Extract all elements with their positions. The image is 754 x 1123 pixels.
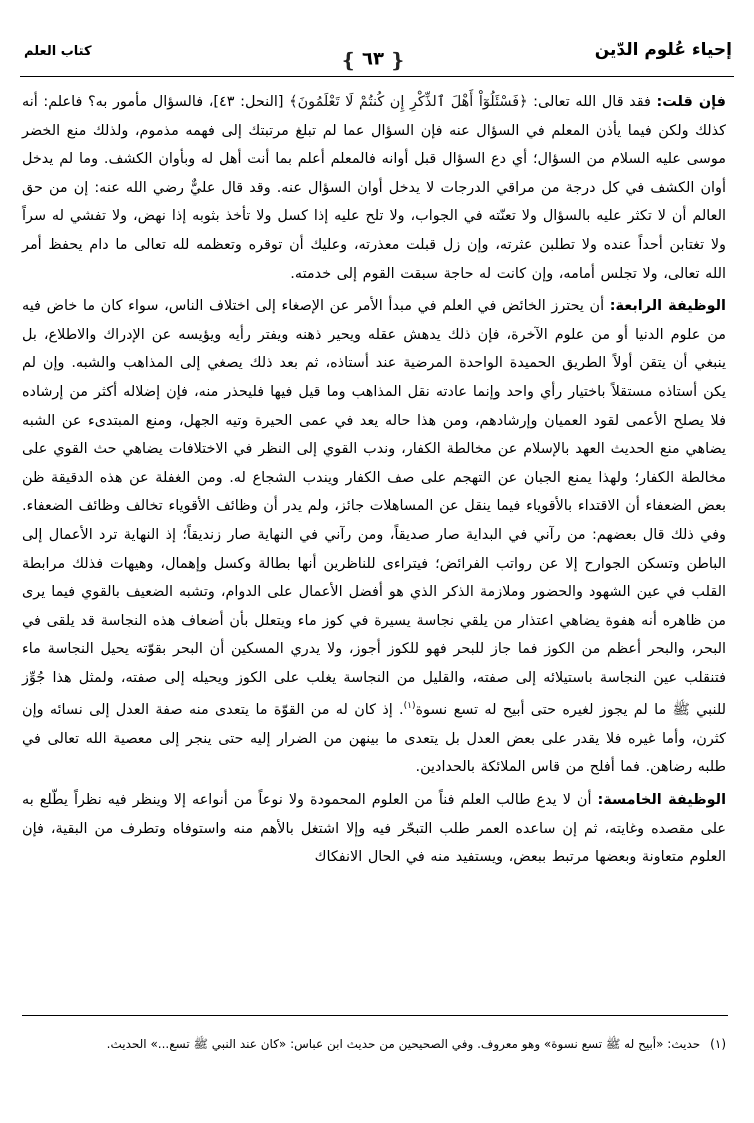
paragraph-text: . إذ كان له من القوّة ما يتعدى منه صفة العدل إلى نسائه وإن كثرن، وأما غيره فلا يقدر على بعض العدل بل يتعدى ما بينهن من الضرار إليه حتى ينجر إلى معصية الله تعالى في طلبه رضاهن. فما أفلح من قاس الملائكة بالحدادين. bbox=[22, 702, 726, 776]
footnote-divider bbox=[22, 1015, 728, 1016]
paragraph-text: أن يحترز الخائض في العلم في مبدأ الأمر عن الإصغاء إلى اختلاف الناس، سواء كان ما خاض فيه من علوم الدنيا أو من علوم الآخرة، فإن ذلك يدهش عقله ويحير ذهنه ويفتر رأيه ويؤيسه عن الإدراك والاطلاع، بل ينبغي أن يتقن أولاً الطريق الحميدة الواحدة المرضية عند أستاذه، ثم بعد ذلك يصغي إلى المذاهب والشبه. وإن لم يكن أستاذه مستقلاً باختيار رأي واحد وإنما عادته نقل المذاهب وما قيل فيها فليحذر منه، فإن إضلاله أكثر من إرشاده فلا يصلح الأعمى لقود العميان وإرشادهم، ومن هذا حاله يعد في عمى الحيرة وتيه الجهل، ومنع المبتدىء عن الشبه يضاهي منع الحديث العهد بالإسلام عن مخالطة الكفار، وندب القوي إلى النظر في الاختلافات يضاهي حث القوي على مخالطة الكفار؛ ولهذا يمنع الجبان عن التهجم على صف الكفار ويندب الشجاع له. ومن الغفلة عن هذه الدقيقة ظن بعض الضعفاء أن الاقتداء بالأقوياء فيما ينقل عن المساهلات جائز، ولم يدر أن وظائف الأقوياء تخالف وظائف الضعفاء. وفي ذلك قال بعضهم: من رآني في البداية صار صديقاً، ومن رآني في النهاية صار زنديقاً؛ إذ النهاية ترد الأعمال إلى الباطن وتسكن الجوارح إلا عن رواتب الفرائض؛ فيتراءى للناظرين أنها بطالة وكسل وإهمال، وهيهات فذلك مرابطة القلب في عين الشهود والحضور وملازمة الذكر الذي هو أفضل الأعمال على الدوام، وتشبه الضعيف بالقوي فيما يرى من ظاهره أنه هفوة يضاهي اعتذار من يلقي نجاسة يسيرة في كوز ماء ويتعلل بأن أضعاف هذه النجاسة قد يلقى في البحر، والبحر أعظم من الكوز فما جاز للبحر فهو للكوز أجوز، ولا يدري المسكين أن البحر بقوّته يحيل النجاسة ماء فتنقلب عين النجاسة باستيلائه إلى صفته، والقليل من النجاسة يغلب على الكوز ويحيله إلى صفته، ولمثل هذا جُوِّز للنبي ﷺ ما لم يجوز لغيره حتى أبيح له تسع نسوة bbox=[22, 298, 726, 719]
page-number-box bbox=[328, 48, 418, 72]
ornament-bracket-right-icon: ❵ bbox=[389, 48, 406, 72]
paragraph-lead: الوظيفة الرابعة: bbox=[609, 298, 726, 315]
page-header bbox=[18, 14, 736, 74]
footnote-ref[interactable]: (١) bbox=[403, 701, 416, 712]
page-number: ٦٣ bbox=[362, 48, 384, 70]
footnote-number: (١) bbox=[710, 1037, 726, 1051]
main-text bbox=[22, 88, 726, 872]
header-divider bbox=[20, 76, 734, 77]
paragraph-text: [النحل: ٤٣]، فالسؤال مأمور به؟ فاعلم: أنه كذلك ولكن فيما يأذن المعلم في السؤال عنه فإن السؤال عما لم تبلغ مرتبتك إلى فهمه مذموم، ولذلك منع الخضر موسى عليه السلام من السؤال؛ أي دع السؤال قبل أوانه فالمعلم أعلم بما أنت أهل له وبأوان الكشف. وما لم يدخل أوان الكشف في كل درجة من مراقي الدرجات لا يدخل أوان السؤال عنه. وقد قال عليٌّ رضي الله عنه: إن من حق العالم أن لا تكثر عليه بالسؤال ولا تعنّته في الجواب، ولا تلح عليه إذا كسل ولا تأخذ بثوبه إذا نهض، ولا تفشي له سراً ولا تغتابن أحداً عنده ولا تطلبن عثرته، وإن زل قبلت معذرته، وعليك أن توقره وتعظمه لله تعالى ما دام يحفظ أمر الله تعالى، ولا تجلس أمامه، وإن كانت له حاجة سبقت القوم إلى خدمته. bbox=[22, 94, 726, 282]
paragraph-fourth-duty bbox=[22, 292, 726, 782]
book-title: إحياء عُلوم الدّين bbox=[594, 40, 732, 60]
paragraph-text: فقد قال الله تعالى: bbox=[527, 94, 657, 110]
ornament-bracket-left-icon: ❴ bbox=[340, 48, 357, 72]
footnote bbox=[24, 1032, 726, 1056]
chapter-title: كتاب العلم bbox=[24, 44, 92, 59]
paragraph-text: أن لا يدع طالب العلم فناً من العلوم المحمودة ولا نوعاً من أنواعه إلا وينظر فيه نظراً يطّلع به على مقصده وغايته، ثم إن ساعده العمر طلب التبحّر فيه وإلا اشتغل بالأهم منه واستوفاه وتطرف من البقية، فإن العلوم متعاونة وبعضها مرتبط ببعض، ويستفيد منه في الحال الانفكاك bbox=[22, 792, 726, 866]
paragraph-objection bbox=[22, 88, 726, 288]
footnote-text: حديث: «أبيح له ﷺ تسع نسوة» وهو معروف. وفي الصحيحين من حديث ابن عباس: «كان عند النبي ﷺ تسع...» الحديث. bbox=[106, 1037, 701, 1051]
quran-verse: ﴿فَسْئَلُوٓاْ أَهْلَ ٱلذِّكْرِ إِن كُنتُمْ لَا تَعْلَمُونَ﴾ bbox=[289, 94, 528, 110]
paragraph-fifth-duty bbox=[22, 786, 726, 872]
paragraph-lead: فإن قلت: bbox=[656, 94, 726, 110]
paragraph-lead: الوظيفة الخامسة: bbox=[597, 792, 727, 809]
